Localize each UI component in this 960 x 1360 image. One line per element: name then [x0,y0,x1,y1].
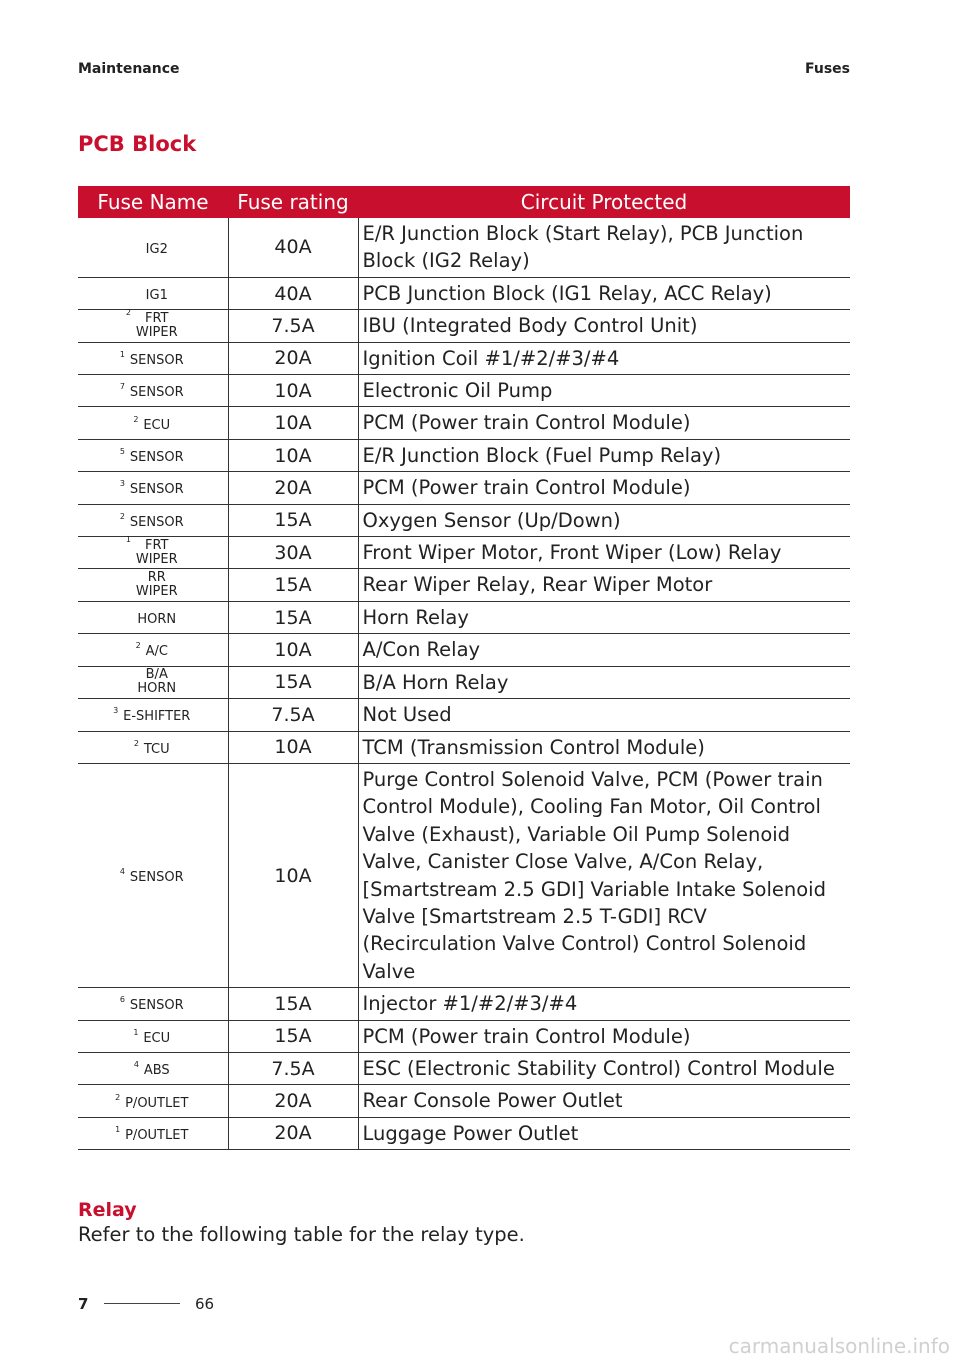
fuse-rating: 20A [228,342,358,374]
col-header-circuit: Circuit Protected [358,186,850,218]
fuse-name-cell [78,763,228,987]
fuse-name: ECU [143,417,171,433]
table-row [78,375,850,407]
fuse-name-cell [78,407,228,439]
circuit-protected: Horn Relay [358,601,850,633]
table-row [78,569,850,601]
fuse-rating: 7.5A [228,310,358,342]
fuse-symbol [119,447,184,466]
fuse-index: 2 [133,414,139,424]
fuse-index: 3 [113,706,119,716]
table-row [78,1020,850,1052]
fuse-rating: 20A [228,1117,358,1149]
circuit-protected: Luggage Power Outlet [358,1117,850,1149]
table-row [78,1085,850,1117]
fuse-symbol [125,534,178,567]
fuse-symbol [138,243,168,257]
fuse-name-cell [78,1052,228,1084]
fuse-name: A/C [145,644,168,660]
fuse-index: 1 [115,1124,121,1134]
table-header-row [78,186,850,218]
fuse-name: SENSOR [129,352,184,368]
circuit-protected: Rear Console Power Outlet [358,1085,850,1117]
fuse-index: 5 [119,447,125,457]
table-row [78,342,850,374]
fuse-name: P/OUTLET [125,1095,189,1111]
fuse-rating: 20A [228,1085,358,1117]
fuse-rating: 15A [228,504,358,536]
fuse-rating: 10A [228,375,358,407]
fuse-name-cell [78,342,228,374]
fuse-index: 2 [119,511,125,521]
circuit-protected: B/A Horn Relay [358,666,850,698]
fuse-rating: 7.5A [228,1052,358,1084]
table-row [78,731,850,763]
circuit-protected: A/Con Relay [358,634,850,666]
circuit-protected: Injector #1/#2/#3/#4 [358,988,850,1020]
fuse-rating: 20A [228,472,358,504]
fuse-symbol [133,1027,171,1046]
footer-divider [104,1303,180,1304]
header-section: Maintenance [78,61,180,77]
fuse-index: 2 [135,641,141,651]
table-row [78,277,850,309]
table-row [78,504,850,536]
section-title: PCB Block [78,132,197,156]
fuse-symbol [119,867,184,886]
fuse-name-cell [78,1117,228,1149]
table-row [78,537,850,569]
fuse-index: 4 [119,867,125,877]
fuse-name: RR WIPER [135,570,178,600]
fuse-symbol [119,995,184,1014]
fuse-name: SENSOR [129,514,184,530]
fuse-index: 7 [119,382,125,392]
fuse-index: 3 [119,479,125,489]
circuit-protected: Electronic Oil Pump [358,375,850,407]
table-row [78,666,850,698]
fuse-rating: 15A [228,988,358,1020]
fuse-name-cell [78,1020,228,1052]
fuse-symbol [128,571,178,599]
fuse-index: 1 [133,1027,139,1037]
fuse-name: SENSOR [129,998,184,1014]
fuse-name: P/OUTLET [125,1127,189,1143]
fuse-name: B/A HORN [137,667,177,697]
fuse-index: 4 [133,1060,139,1070]
fuse-name-cell [78,375,228,407]
fuse-name: HORN [137,612,177,628]
table-row [78,218,850,277]
fuse-index: 1 [125,534,131,544]
table-row [78,310,850,342]
fuse-name-cell [78,1085,228,1117]
fuse-symbol [129,613,176,627]
fuse-rating: 10A [228,407,358,439]
table-row [78,472,850,504]
fuse-name-cell [78,601,228,633]
header-topic: Fuses [805,61,850,77]
fuse-name-cell [78,439,228,471]
fuse-name: ABS [143,1063,170,1079]
fuse-name: TCU [143,741,170,757]
fuse-name: SENSOR [129,482,184,498]
relay-text: Refer to the following table for the relay type. [78,1223,525,1246]
fuse-name-cell [78,699,228,731]
footer-page-number: 66 [195,1295,215,1313]
fuse-symbol [115,1092,189,1111]
fuse-name: IG2 [145,241,168,257]
circuit-protected: Rear Wiper Relay, Rear Wiper Motor [358,569,850,601]
fuse-name: E-SHIFTER [123,709,191,725]
table-row [78,634,850,666]
fuse-rating: 10A [228,439,358,471]
fuse-symbol [125,307,178,340]
fuse-name-cell [78,277,228,309]
fuse-index: 6 [119,995,125,1005]
fuse-symbol [119,511,184,530]
fuse-name-cell [78,634,228,666]
table-row [78,763,850,987]
fuse-rating: 40A [228,277,358,309]
fuse-name-cell [78,472,228,504]
fuse-symbol [133,414,171,433]
circuit-protected: TCM (Transmission Control Module) [358,731,850,763]
circuit-protected: PCB Junction Block (IG1 Relay, ACC Relay) [358,277,850,309]
fuse-rating: 40A [228,218,358,277]
fuse-name-cell [78,569,228,601]
table-row [78,601,850,633]
circuit-protected: Ignition Coil #1/#2/#3/#4 [358,342,850,374]
relay-title: Relay [78,1199,137,1221]
fuse-index: 2 [115,1092,121,1102]
circuit-protected: Not Used [358,699,850,731]
fuse-symbol [119,349,184,368]
fuse-symbol [135,641,168,660]
fuse-rating: 10A [228,634,358,666]
circuit-protected: ESC (Electronic Stability Control) Control Module [358,1052,850,1084]
table-row [78,699,850,731]
fuse-rating: 15A [228,569,358,601]
fuse-name-cell [78,731,228,763]
fuse-name: FRT WIPER [135,310,178,340]
fuse-symbol [138,289,168,303]
fuse-rating: 10A [228,731,358,763]
circuit-protected: Purge Control Solenoid Valve, PCM (Power train Control Module), Cooling Fan Motor, Oil Control Valve (Exhaust), Variable Oil Pump Solenoid Valve, Canister Close Valve, A/Con Relay, [Smartstream 2.5 GDI] Variable Intake Solenoid Valve [Smartstream 2.5 T-GDI] RCV (Recirculation Valve Control) Control Solenoid Valve [358,763,850,987]
circuit-protected: PCM (Power train Control Module) [358,1020,850,1052]
fuse-index: 2 [125,307,131,317]
fuse-name-cell [78,666,228,698]
fuse-name: SENSOR [129,870,184,886]
fuse-rating: 10A [228,763,358,987]
fuse-rating: 7.5A [228,699,358,731]
circuit-protected: Oxygen Sensor (Up/Down) [358,504,850,536]
col-header-fuse-rating: Fuse rating [228,186,358,218]
table-row [78,439,850,471]
circuit-protected: E/R Junction Block (Start Relay), PCB Junction Block (IG2 Relay) [358,218,850,277]
fuse-name: SENSOR [129,385,184,401]
fuse-name: FRT WIPER [135,537,178,567]
watermark: carmanualsonline.info [728,1334,950,1358]
fuse-rating: 15A [228,666,358,698]
table-row [78,1117,850,1149]
fuse-rating: 15A [228,1020,358,1052]
circuit-protected: PCM (Power train Control Module) [358,407,850,439]
fuse-name-cell [78,504,228,536]
fuse-name-cell [78,988,228,1020]
table-row [78,988,850,1020]
circuit-protected: PCM (Power train Control Module) [358,472,850,504]
fuse-name: SENSOR [129,450,184,466]
fuse-rating: 15A [228,601,358,633]
fuse-name-cell [78,218,228,277]
table-row [78,1052,850,1084]
fuse-name: IG1 [145,288,168,304]
fuse-index: 1 [119,349,125,359]
footer-chapter: 7 [78,1295,89,1313]
fuse-index: 2 [133,738,139,748]
fuse-symbol [129,668,176,696]
table-row [78,407,850,439]
circuit-protected: Front Wiper Motor, Front Wiper (Low) Relay [358,537,850,569]
fuse-symbol [119,479,184,498]
fuse-table [78,186,850,1150]
col-header-fuse-name: Fuse Name [78,186,228,218]
circuit-protected: E/R Junction Block (Fuel Pump Relay) [358,439,850,471]
fuse-symbol [133,738,170,757]
circuit-protected: IBU (Integrated Body Control Unit) [358,310,850,342]
fuse-symbol [133,1060,170,1079]
fuse-name-cell [78,534,228,569]
fuse-symbol [113,706,191,725]
fuse-rating: 30A [228,537,358,569]
fuse-name-cell [78,307,228,342]
fuse-symbol [115,1124,189,1143]
fuse-symbol [119,382,184,401]
fuse-name: ECU [143,1030,171,1046]
